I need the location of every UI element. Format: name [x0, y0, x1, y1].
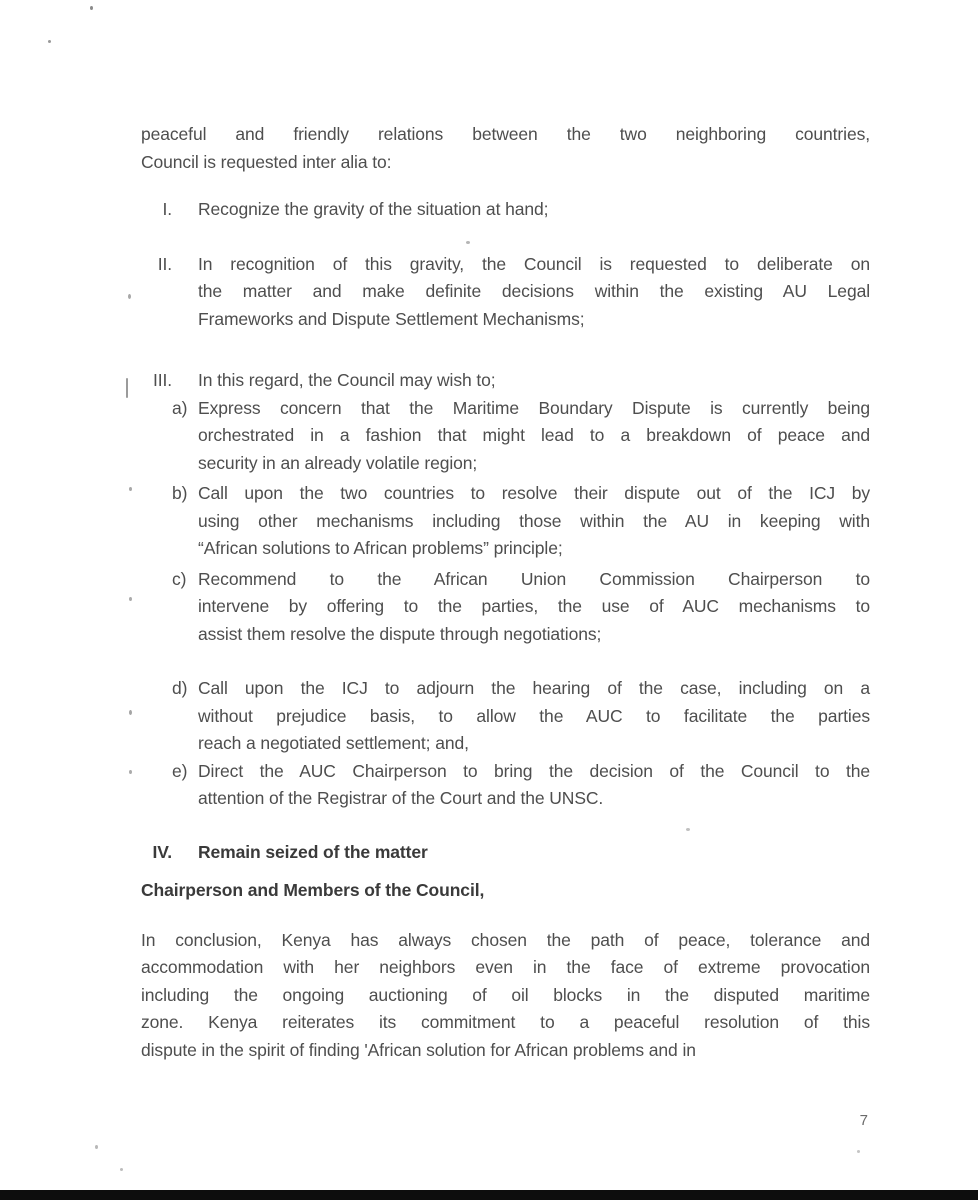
text-line: Frameworks and Dispute Settlement Mechanisms; [198, 308, 585, 329]
roman-item-iv-text [198, 839, 870, 867]
roman-item-iii-text [198, 367, 870, 395]
text-line: attention of the Registrar of the Court and the UNSC. [198, 788, 604, 808]
scan-speck [466, 241, 470, 244]
roman-marker-ii: II. [157, 253, 172, 274]
roman-marker-iv: IV. [152, 841, 172, 862]
letter-item-e-text [198, 758, 870, 813]
roman-marker-iii: III. [152, 370, 172, 390]
scan-speck [128, 294, 131, 299]
text-line: Direct the AUC Chairperson to bring the decision of the Council to the [198, 760, 870, 781]
scan-speck [686, 828, 690, 831]
letter-item-a-text [198, 395, 870, 478]
salutation-line: Chairperson and Members of the Council, [141, 880, 485, 900]
text-line: In this regard, the Council may wish to; [198, 370, 496, 390]
scan-speck [126, 378, 128, 398]
text-line: using other mechanisms including those within the AU in keeping with [198, 510, 870, 531]
scan-speck [129, 487, 132, 491]
text-line: Call upon the ICJ to adjourn the hearing of the case, including on a [198, 678, 870, 698]
text-line: without prejudice basis, to allow the AUC to facilitate the parties [198, 705, 870, 726]
scan-speck [48, 40, 51, 43]
text-line: reach a negotiated settlement; and, [198, 733, 469, 753]
letter-item-c [141, 566, 870, 649]
letter-marker-b: b) [172, 483, 188, 503]
scan-speck [90, 6, 93, 10]
text-line: In conclusion, Kenya has always chosen the path of peace, tolerance and [141, 929, 870, 950]
scan-speck [129, 770, 132, 774]
text-line: In recognition of this gravity, the Council is requested to deliberate on [198, 253, 870, 274]
scan-speck [857, 1150, 860, 1153]
roman-item-ii-text [198, 251, 870, 334]
text-line: intervene by offering to the parties, the use of AUC mechanisms to [198, 596, 870, 616]
letter-item-d [141, 675, 870, 758]
page-number: 7 [859, 1112, 868, 1129]
roman-marker-i: I. [162, 199, 172, 219]
letter-marker-d: d) [172, 678, 188, 698]
text-line: the matter and make definite decisions within the existing AU Legal [198, 281, 870, 301]
roman-item-i-text [198, 196, 870, 224]
scan-edge-bar [0, 1190, 978, 1200]
roman-item-i [141, 196, 870, 224]
text-line: “African solutions to African problems” principle; [198, 538, 563, 558]
conclusion-paragraph [141, 927, 870, 1065]
text-line: Recognize the gravity of the situation at hand; [198, 199, 549, 219]
text-line: accommodation with her neighbors even in the face of extreme provocation [141, 957, 870, 977]
letter-item-e [141, 758, 870, 813]
scan-speck [129, 710, 132, 715]
text-line: Recommend to the African Union Commission Chairperson to [198, 568, 870, 589]
text-line: Remain seized of the matter [198, 841, 428, 862]
text-line: peaceful and friendly relations between the two neighboring countries, [141, 124, 870, 144]
roman-item-ii [141, 251, 870, 334]
letter-item-c-text [198, 566, 870, 649]
letter-item-d-text [198, 675, 870, 758]
text-line: Council is requested inter alia to: [141, 151, 392, 172]
scan-speck [120, 1168, 123, 1171]
letter-item-a [141, 395, 870, 478]
letter-item-b [141, 480, 870, 563]
text-line: Call upon the two countries to resolve their dispute out of the ICJ by [198, 483, 870, 503]
text-line: dispute in the spirit of finding 'African solution for African problems and in [141, 1039, 696, 1060]
letter-marker-a: a) [172, 397, 188, 418]
text-line: Express concern that the Maritime Boundary Dispute is currently being [198, 397, 870, 418]
document-body [141, 121, 870, 1064]
text-line: zone. Kenya reiterates its commitment to a peaceful resolution of this [141, 1012, 870, 1032]
intro-paragraph [141, 121, 870, 176]
text-line: orchestrated in a fashion that might lead to a breakdown of peace and [198, 425, 870, 445]
scan-speck [95, 1145, 98, 1149]
scan-speck [129, 597, 132, 601]
letter-marker-e: e) [172, 760, 188, 781]
roman-item-iv [141, 839, 870, 867]
letter-marker-c: c) [172, 568, 187, 589]
roman-item-iii [141, 367, 870, 395]
text-line: including the ongoing auctioning of oil blocks in the disputed maritime [141, 984, 870, 1005]
letter-item-b-text [198, 480, 870, 563]
text-line: security in an already volatile region; [198, 452, 478, 473]
text-line: assist them resolve the dispute through negotiations; [198, 623, 602, 644]
